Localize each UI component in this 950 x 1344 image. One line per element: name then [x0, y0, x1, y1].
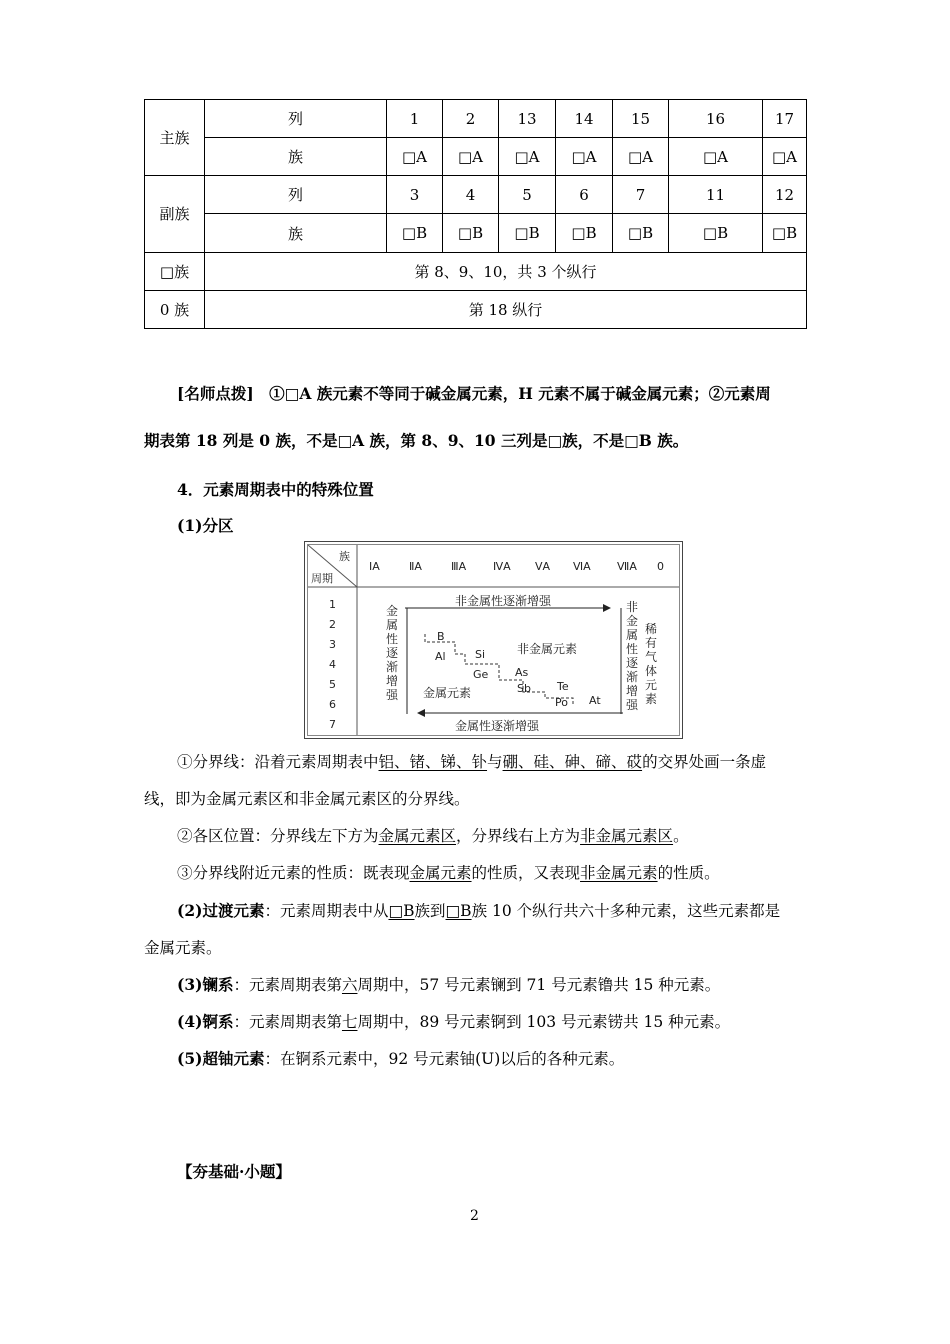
table-cell: □A — [443, 138, 499, 176]
item-1-line-1 — [177, 750, 766, 772]
table-row — [145, 214, 807, 252]
item-2 — [177, 824, 689, 846]
column-label: 列 — [205, 176, 387, 214]
group-header: ⅣA — [493, 560, 511, 573]
bold-term: (3)镧系 — [177, 975, 234, 994]
underlined-text: 金属元素区 — [378, 827, 457, 845]
left-vertical-label: 金属性逐渐增强 — [385, 604, 398, 702]
text: ：元素周期表中从 — [264, 902, 389, 920]
underlined-text: □B — [445, 902, 472, 920]
top-arrow-label: 非金属性逐渐增强 — [455, 594, 552, 608]
subsection-title: (1)分区 — [177, 516, 234, 535]
item-4-line-1 — [177, 899, 780, 921]
bold-term: (2)过渡元素 — [177, 901, 265, 920]
table-cell: 4 — [443, 176, 499, 214]
table-cell: 6 — [556, 176, 613, 214]
page-number: 2 — [470, 1208, 479, 1224]
text: ①分界线：沿着元素周期表中 — [177, 753, 379, 771]
group-header: ⅢA — [451, 560, 467, 573]
underlined-text: 金属元素 — [409, 864, 472, 882]
text: ：元素周期表第 — [233, 976, 342, 994]
tip-line-2: 期表第 18 列是 0 族，不是□A 族，第 8、9、10 三列是□族，不是□B 族。 — [144, 431, 689, 450]
periodic-region-figure — [304, 541, 683, 739]
bottom-arrow-label: 金属性逐渐增强 — [455, 719, 540, 733]
table-cell: □B — [499, 214, 556, 252]
period-label: 4 — [329, 658, 336, 671]
table-cell: 5 — [499, 176, 556, 214]
table-cell: 1 — [387, 100, 443, 138]
element-symbol: Sb — [517, 682, 531, 695]
group-header: ⅠA — [369, 560, 380, 573]
table-cell: 7 — [613, 176, 669, 214]
underlined-text: 非金属元素 — [580, 864, 658, 882]
table-cell: 13 — [499, 100, 556, 138]
table-cell: □A — [387, 138, 443, 176]
underlined-text: 七 — [341, 1013, 358, 1031]
item-7 — [177, 1047, 624, 1069]
table-cell: 12 — [763, 176, 807, 214]
item-4-line-2: 金属元素。 — [144, 939, 222, 957]
element-symbol: Te — [557, 680, 569, 693]
item-5 — [177, 973, 720, 995]
text: ，分界线右上方为 — [456, 827, 581, 845]
bold-term: (4)锕系 — [177, 1012, 234, 1031]
period-label: 7 — [329, 718, 336, 731]
table-cell: 14 — [556, 100, 613, 138]
section-title: 4．元素周期表中的特殊位置 — [177, 480, 374, 499]
table-cell: □A — [499, 138, 556, 176]
tip-line-1: [名师点拨] ①□A 族元素不等同于碱金属元素，H 元素不属于碱金属元素；②元素周 — [177, 384, 771, 403]
table-cell: □A — [613, 138, 669, 176]
noble-gas-label: 稀有气体元素 — [644, 622, 657, 706]
underlined-text: 六 — [341, 976, 358, 994]
table-cell: 2 — [443, 100, 499, 138]
text: 周期中，57 号元素镧到 71 号元素镥共 15 种元素。 — [357, 976, 721, 994]
viii-group-desc: 第 8、9、10，共 3 个纵行 — [205, 252, 807, 290]
text: ：元素周期表第 — [233, 1013, 342, 1031]
text: ③分界线附近元素的性质：既表现 — [177, 864, 410, 882]
text: 的交界处画一条虚 — [642, 753, 767, 771]
text: 。 — [673, 827, 689, 845]
element-symbol: B — [437, 630, 445, 643]
item-6 — [177, 1010, 730, 1032]
viii-group-label: □族 — [145, 252, 205, 290]
table-cell: 15 — [613, 100, 669, 138]
table-cell: □B — [387, 214, 443, 252]
table-cell: 11 — [669, 176, 763, 214]
table-row — [145, 252, 807, 290]
group-header: ⅡA — [409, 560, 422, 573]
period-label: 1 — [329, 598, 336, 611]
corner-period-label: 周期 — [311, 572, 333, 585]
period-label: 2 — [329, 618, 336, 631]
group-label: 族 — [205, 138, 387, 176]
table-cell: □A — [763, 138, 807, 176]
text: ②各区位置：分界线左下方为 — [177, 827, 379, 845]
underlined-text: 非金属元素区 — [580, 827, 674, 845]
table-cell: 3 — [387, 176, 443, 214]
element-symbol: Al — [435, 650, 446, 663]
table-cell: □B — [443, 214, 499, 252]
table-row — [145, 176, 807, 214]
group-header: ⅤA — [535, 560, 551, 573]
zero-group-label: 0 族 — [145, 290, 205, 328]
underlined-text: 硼、硅、砷、碲、砹 — [502, 753, 643, 771]
table-cell: 16 — [669, 100, 763, 138]
text: ：在锕系元素中，92 号元素铀(U)以后的各种元素。 — [264, 1050, 625, 1068]
group-table — [144, 99, 807, 329]
sub-group-label: 副族 — [145, 176, 205, 252]
text: 的性质，又表现 — [471, 864, 581, 882]
table-cell: □A — [556, 138, 613, 176]
group-label: 族 — [205, 214, 387, 252]
group-header: ⅦA — [617, 560, 637, 573]
element-symbol: Po — [555, 696, 568, 709]
underlined-text: □B — [388, 902, 415, 920]
element-symbol: At — [589, 694, 601, 707]
element-symbol: Ge — [473, 668, 489, 681]
column-label: 列 — [205, 100, 387, 138]
table-row — [145, 138, 807, 176]
right-vertical-label: 非金属性逐渐增强 — [625, 600, 638, 712]
metal-region-label: 金属元素 — [423, 686, 472, 700]
main-group-label: 主族 — [145, 100, 205, 176]
nonmetal-region-label: 非金属元素 — [517, 642, 578, 656]
bold-term: (5)超铀元素 — [177, 1049, 265, 1068]
table-cell: □B — [556, 214, 613, 252]
period-label: 3 — [329, 638, 336, 651]
element-symbol: As — [515, 666, 529, 679]
table-row — [145, 290, 807, 328]
footer-heading: 【夯基础·小题】 — [177, 1162, 291, 1181]
table-cell: 17 — [763, 100, 807, 138]
underlined-text: 铝、锗、锑、钋 — [378, 753, 488, 771]
text: 的性质。 — [657, 864, 720, 882]
group-header: ⅥA — [573, 560, 591, 573]
corner-group-label: 族 — [339, 550, 350, 563]
item-1-line-2: 线，即为金属元素区和非金属元素区的分界线。 — [144, 790, 470, 808]
table-row — [145, 100, 807, 138]
group-header: 0 — [657, 560, 664, 573]
table-cell: □A — [669, 138, 763, 176]
table-cell: □B — [613, 214, 669, 252]
zero-group-desc: 第 18 纵行 — [205, 290, 807, 328]
period-label: 5 — [329, 678, 336, 691]
item-3 — [177, 861, 720, 883]
table-cell: □B — [763, 214, 807, 252]
text: 族到 — [414, 902, 446, 920]
text: 周期中，89 号元素锕到 103 号元素铹共 15 种元素。 — [357, 1013, 731, 1031]
element-symbol: Si — [475, 648, 486, 661]
text: 族 10 个纵行共六十多种元素，这些元素都是 — [471, 902, 781, 920]
table-cell: □B — [669, 214, 763, 252]
period-label: 6 — [329, 698, 336, 711]
text: 与 — [487, 753, 503, 771]
